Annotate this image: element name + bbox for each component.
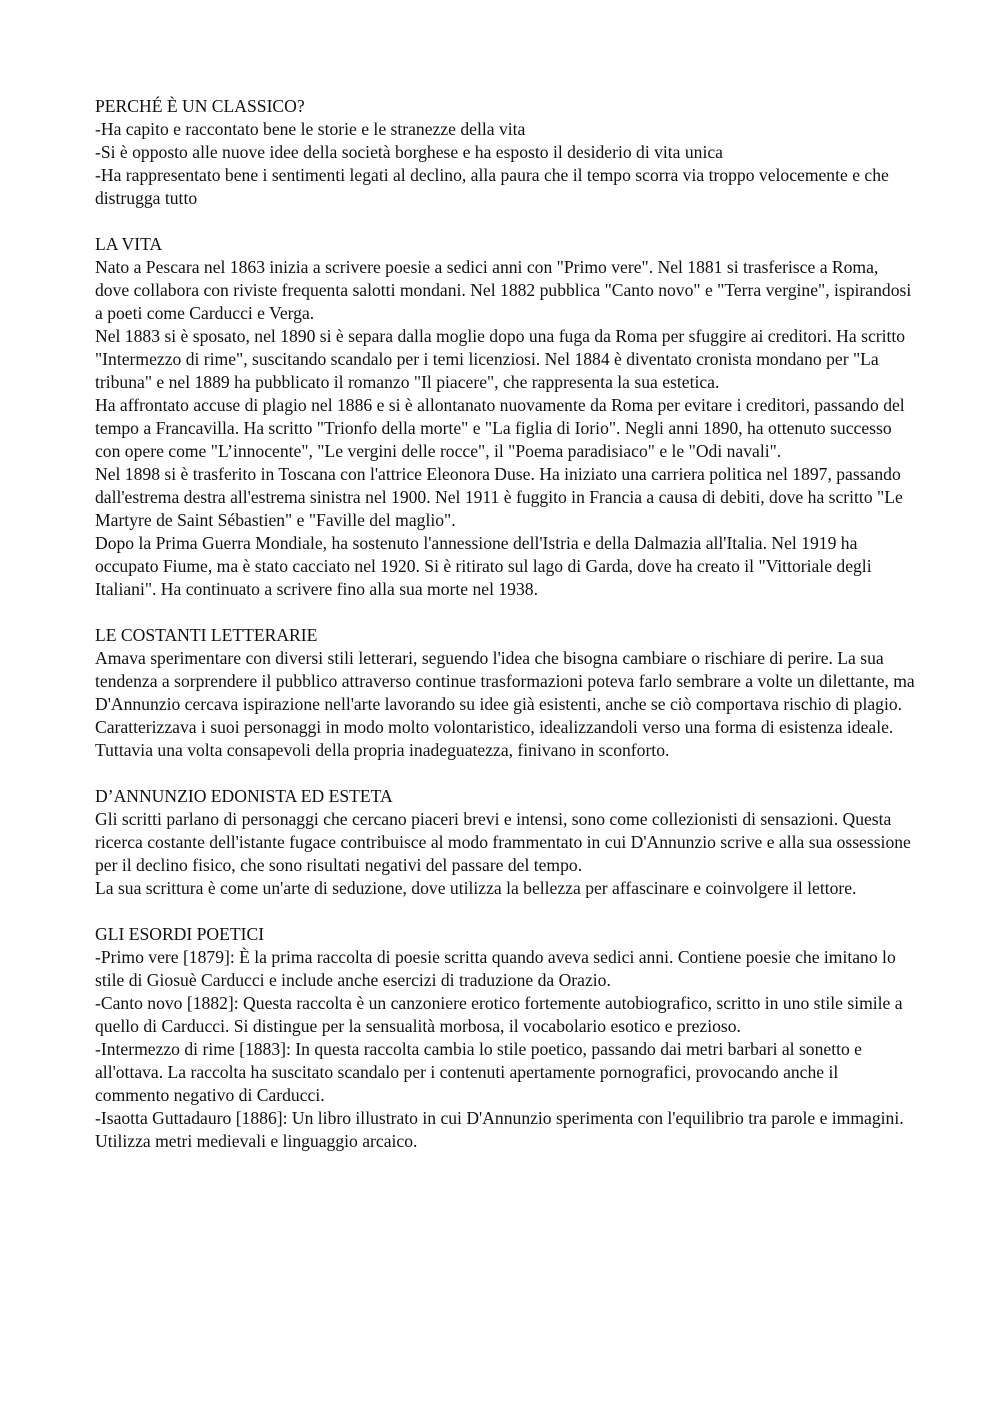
paragraph: -Si è opposto alle nuove idee della società borghese e ha esposto il desiderio di vita unica bbox=[95, 142, 723, 162]
paragraph: Nel 1883 si è sposato, nel 1890 si è separa dalla moglie dopo una fuga da Roma per sfuggire ai creditori. Ha scritto "Intermezzo di rime", suscitando scandalo per i temi licenziosi. Nel 1884 è diventato cronista mondano per "La tribuna" e nel 1889 ha pubblicato il romanzo "Il piacere", che rappresenta la sua estetica. bbox=[95, 326, 906, 392]
section-heading: GLI ESORDI POETICI bbox=[95, 924, 265, 944]
paragraph: -Primo vere [1879]: È la prima raccolta di poesie scritta quando aveva sedici anni. Contiene poesie che imitano lo stile di Giosuè Carducci e include anche esercizi di traduzione da Orazio. bbox=[95, 947, 896, 990]
section-heading: PERCHÉ È UN CLASSICO? bbox=[95, 96, 305, 116]
section-heading: LA VITA bbox=[95, 234, 163, 254]
section-heading: D’ANNUNZIO EDONISTA ED ESTETA bbox=[95, 786, 393, 806]
section-esordi-poetici bbox=[95, 923, 915, 1153]
section-costanti-letterarie bbox=[95, 624, 915, 762]
paragraph: Nato a Pescara nel 1863 inizia a scrivere poesie a sedici anni con "Primo vere". Nel 1881 si trasferisce a Roma, dove collabora con riviste frequenta salotti mondani. Nel 1882 pubblica "Canto novo" e "Terra vergine", ispirandosi a poeti come Carducci e Verga. bbox=[95, 257, 912, 323]
paragraph: Caratterizzava i suoi personaggi in modo molto volontaristico, idealizzandoli verso una forma di esistenza ideale. Tuttavia una volta consapevoli della propria inadeguatezza, finivano in sconforto. bbox=[95, 717, 894, 760]
paragraph: Gli scritti parlano di personaggi che cercano piaceri brevi e intensi, sono come collezionisti di sensazioni. Questa ricerca costante dell'istante fugace contribuisce al modo frammentato in cui D'Annunzio scrive e alla sua ossessione per il declino fisico, che sono risultati negativi del passare del tempo. bbox=[95, 809, 911, 875]
paragraph: -Ha rappresentato bene i sentimenti legati al declino, alla paura che il tempo scorra via troppo velocemente e che distrugga tutto bbox=[95, 165, 889, 208]
section-heading: LE COSTANTI LETTERARIE bbox=[95, 625, 318, 645]
paragraph: -Intermezzo di rime [1883]: In questa raccolta cambia lo stile poetico, passando dai metri barbari al sonetto e all'ottava. La raccolta ha suscitato scandalo per i contenuti apertamente pornografici, provocando anche il commento negativo di Carducci. bbox=[95, 1039, 862, 1105]
section-la-vita bbox=[95, 233, 915, 601]
paragraph: La sua scrittura è come un'arte di seduzione, dove utilizza la bellezza per affascinare e coinvolgere il lettore. bbox=[95, 878, 857, 898]
paragraph: -Canto novo [1882]: Questa raccolta è un canzoniere erotico fortemente autobiografico, scritto in uno stile simile a quello di Carducci. Si distingue per la sensualità morbosa, il vocabolario esotico e prezioso. bbox=[95, 993, 903, 1036]
document-page bbox=[95, 95, 915, 1153]
paragraph: -Isaotta Guttadauro [1886]: Un libro illustrato in cui D'Annunzio sperimenta con l'equilibrio tra parole e immagini. Utilizza metri medievali e linguaggio arcaico. bbox=[95, 1108, 904, 1151]
paragraph: Amava sperimentare con diversi stili letterari, seguendo l'idea che bisogna cambiare o rischiare di perire. La sua tendenza a sorprendere il pubblico attraverso continue trasformazioni poteva farlo sembrare a volte un dilettante, ma D'Annunzio cercava ispirazione nell'arte lavorando su idee già esistenti, anche se ciò comportava rischio di plagio. bbox=[95, 648, 915, 714]
paragraph: -Ha capito e raccontato bene le storie e le stranezze della vita bbox=[95, 119, 526, 139]
paragraph: Nel 1898 si è trasferito in Toscana con l'attrice Eleonora Duse. Ha iniziato una carriera politica nel 1897, passando dall'estrema destra all'estrema sinistra nel 1900. Nel 1911 è fuggito in Francia a causa di debiti, dove ha scritto "Le Martyre de Saint Sébastien" e "Faville del maglio". bbox=[95, 464, 903, 530]
paragraph: Dopo la Prima Guerra Mondiale, ha sostenuto l'annessione dell'Istria e della Dalmazia all'Italia. Nel 1919 ha occupato Fiume, ma è stato cacciato nel 1920. Si è ritirato sul lago di Garda, dove ha creato il "Vittoriale degli Italiani". Ha continuato a scrivere fino alla sua morte nel 1938. bbox=[95, 533, 872, 599]
section-perche-classico bbox=[95, 95, 915, 210]
section-edonista-esteta bbox=[95, 785, 915, 900]
paragraph: Ha affrontato accuse di plagio nel 1886 e si è allontanato nuovamente da Roma per evitare i creditori, passando del tempo a Francavilla. Ha scritto "Trionfo della morte" e "La figlia di Iorio". Negli anni 1890, ha ottenuto successo con opere come "L’innocente", "Le vergini delle rocce", il "Poema paradisiaco" e le "Odi navali". bbox=[95, 395, 905, 461]
